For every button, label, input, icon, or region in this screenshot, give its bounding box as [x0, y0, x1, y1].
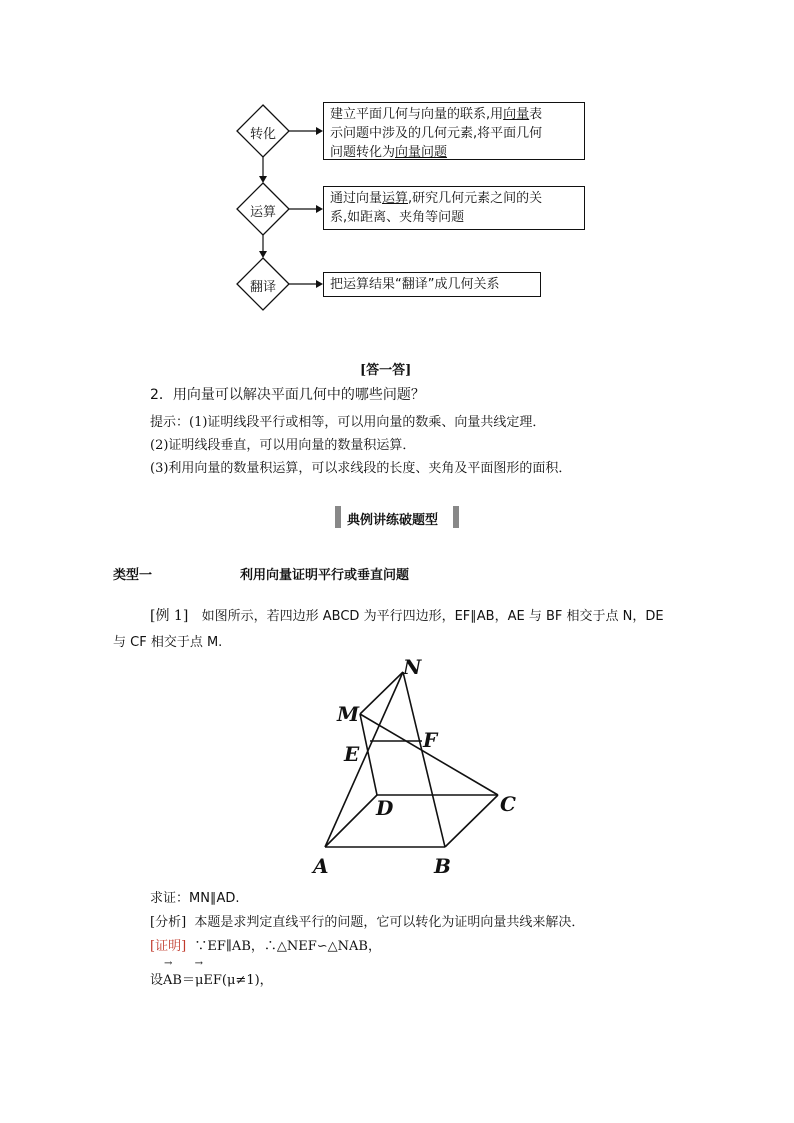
- section-title: 典例讲练破题型: [347, 513, 439, 528]
- qa-hint-2: (2)证明线段垂直，可以用向量的数量积运算．: [150, 438, 416, 453]
- point-label-M: M: [337, 702, 360, 726]
- type-title: 利用向量证明平行或垂直问题: [240, 568, 410, 583]
- segment-MN: [360, 672, 403, 714]
- proof-tag: [证明]: [150, 939, 187, 954]
- segment-DA: [325, 795, 377, 847]
- example-text-1: 如图所示，若四边形 ABCD 为平行四边形，EF∥AB，AE 与 BF 相交于点 N，DE: [201, 609, 664, 624]
- qa-hint-1: 提示：(1)证明线段平行或相等，可以用向量的数乘、向量共线定理．: [150, 415, 546, 430]
- proof-line: [150, 935, 381, 954]
- point-label-C: C: [500, 792, 516, 816]
- flow-box-transform: 建立平面几何与向量的联系,用向量表 示问题中涉及的几何元素,将平面几何 问题转化为向量问题: [323, 102, 585, 160]
- point-label-B: B: [434, 854, 451, 878]
- proof-text: ∵EF∥AB，∴△NEF∽△NAB，: [194, 939, 381, 954]
- segment-BC: [445, 795, 498, 847]
- analysis-line: [150, 911, 584, 930]
- prove-statement: 求证：MN∥AD.: [150, 891, 240, 906]
- point-label-F: F: [423, 728, 438, 752]
- qa-question: 2．用向量可以解决平面几何中的哪些问题？: [150, 387, 425, 403]
- example-line-1: [150, 605, 664, 625]
- heading-bar-left: [335, 506, 341, 528]
- vector-arrows: → →: [164, 958, 204, 969]
- point-label-N: N: [403, 655, 422, 679]
- segment-AN: [325, 672, 403, 847]
- type-label: 类型一: [113, 568, 153, 583]
- point-label-D: D: [376, 796, 394, 820]
- example-line-2: 与 CF 相交于点 M.: [113, 635, 223, 650]
- segment-DM: [360, 714, 377, 795]
- step-label-translate: 翻译: [249, 280, 276, 295]
- example-tag: [例 1]: [150, 608, 189, 624]
- last-line: 设AB＝μEF(μ≠1)，: [150, 973, 273, 988]
- qa-hint-3: (3)利用向量的数量积运算，可以求线段的长度、夹角及平面图形的面积．: [150, 461, 572, 476]
- analysis-tag: [分析]: [150, 915, 187, 930]
- geometry-figure: [300, 655, 540, 880]
- flow-box-translate: 把运算结果“翻译”成几何关系: [323, 272, 541, 297]
- qa-header: [答一答]: [360, 363, 412, 378]
- analysis-text: 本题是求判定直线平行的问题，它可以转化为证明向量共线来解决．: [194, 915, 585, 930]
- step-label-transform: 转化: [249, 127, 276, 142]
- point-label-A: A: [313, 854, 329, 878]
- flow-box-compute: 通过向量运算,研究几何元素之间的关 系,如距离、夹角等问题: [323, 186, 585, 230]
- heading-bar-right: [453, 506, 459, 528]
- step-label-compute: 运算: [249, 205, 276, 220]
- point-label-E: E: [344, 742, 360, 766]
